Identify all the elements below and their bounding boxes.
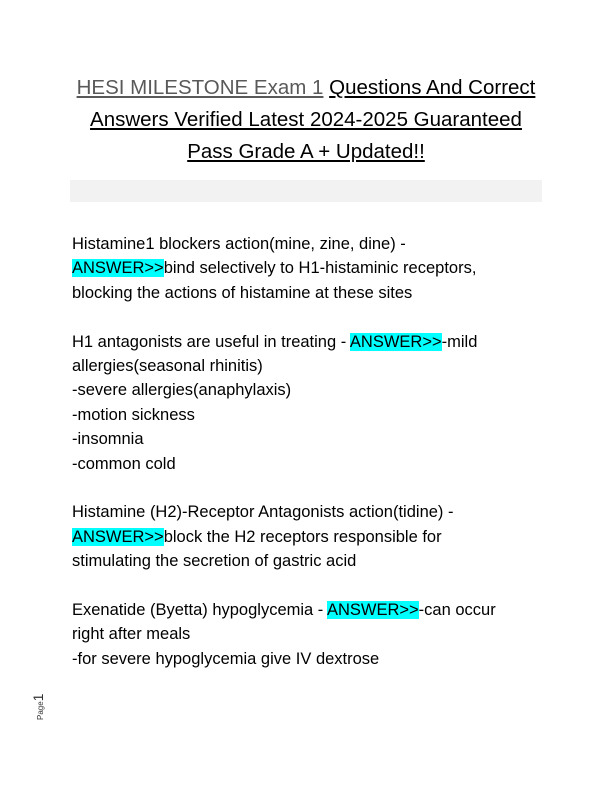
answer-text: -motion sickness xyxy=(72,405,195,424)
answer-text: stimulating the secretion of gastric acid xyxy=(72,552,357,571)
answer-text: -severe allergies(anaphylaxis) xyxy=(72,381,292,400)
answer-text: -common cold xyxy=(72,454,176,473)
title-line3: Pass Grade A + Updated!! xyxy=(187,140,425,163)
title-exam-name: HESI MILESTONE Exam 1 xyxy=(76,76,324,99)
qa-line xyxy=(72,354,552,378)
answer-marker: ANSWER>> xyxy=(72,527,164,546)
qa-line xyxy=(72,256,552,280)
question-text: H1 antagonists are useful in treating - xyxy=(72,332,350,351)
title-line1-rest: Questions And Correct xyxy=(329,76,536,99)
qa-item xyxy=(72,598,552,671)
answer-text: -for severe hypoglycemia give IV dextrose xyxy=(72,649,380,668)
answer-marker: ANSWER>> xyxy=(72,259,164,278)
answer-text: right after meals xyxy=(72,625,191,644)
question-text: Histamine (H2)-Receptor Antagonists action(tidine) - xyxy=(72,503,454,522)
qa-line xyxy=(72,622,552,646)
answer-text: blocking the actions of histamine at these sites xyxy=(72,283,413,302)
question-text: Histamine1 blockers action(mine, zine, dine) - xyxy=(72,235,406,253)
page-word: Page xyxy=(36,701,45,720)
answer-marker: ANSWER>> xyxy=(326,601,419,620)
qa-line xyxy=(72,500,552,524)
answer-marker: ANSWER>> xyxy=(349,332,442,351)
qa-line xyxy=(72,403,552,427)
gray-banner xyxy=(70,180,542,202)
answer-text: block the H2 receptors responsible for xyxy=(163,527,442,546)
question-text: Exenatide (Byetta) hypoglycemia - xyxy=(72,601,327,620)
qa-line xyxy=(72,525,552,549)
qa-item xyxy=(72,330,552,476)
qa-line xyxy=(72,598,552,622)
qa-line xyxy=(72,281,552,305)
qa-line xyxy=(72,378,552,402)
qa-item xyxy=(72,500,552,573)
qa-line xyxy=(72,549,552,573)
qa-line xyxy=(72,232,552,256)
qa-line xyxy=(72,452,552,476)
answer-text: -insomnia xyxy=(72,430,144,449)
qa-line xyxy=(72,330,552,354)
qa-line xyxy=(72,647,552,671)
page-number: 1 xyxy=(30,693,46,702)
title-line2: Answers Verified Latest 2024-2025 Guaranteed xyxy=(90,108,522,131)
qa-content xyxy=(72,232,552,696)
qa-line xyxy=(72,427,552,451)
answer-text: allergies(seasonal rhinitis) xyxy=(72,357,263,376)
answer-text: bind selectively to H1-histaminic receptors, xyxy=(163,259,477,278)
answer-text: -mild xyxy=(441,332,478,351)
page-number-label xyxy=(30,694,48,720)
qa-item xyxy=(72,232,552,305)
document-title xyxy=(60,72,552,168)
answer-text: -can occur xyxy=(418,601,496,620)
